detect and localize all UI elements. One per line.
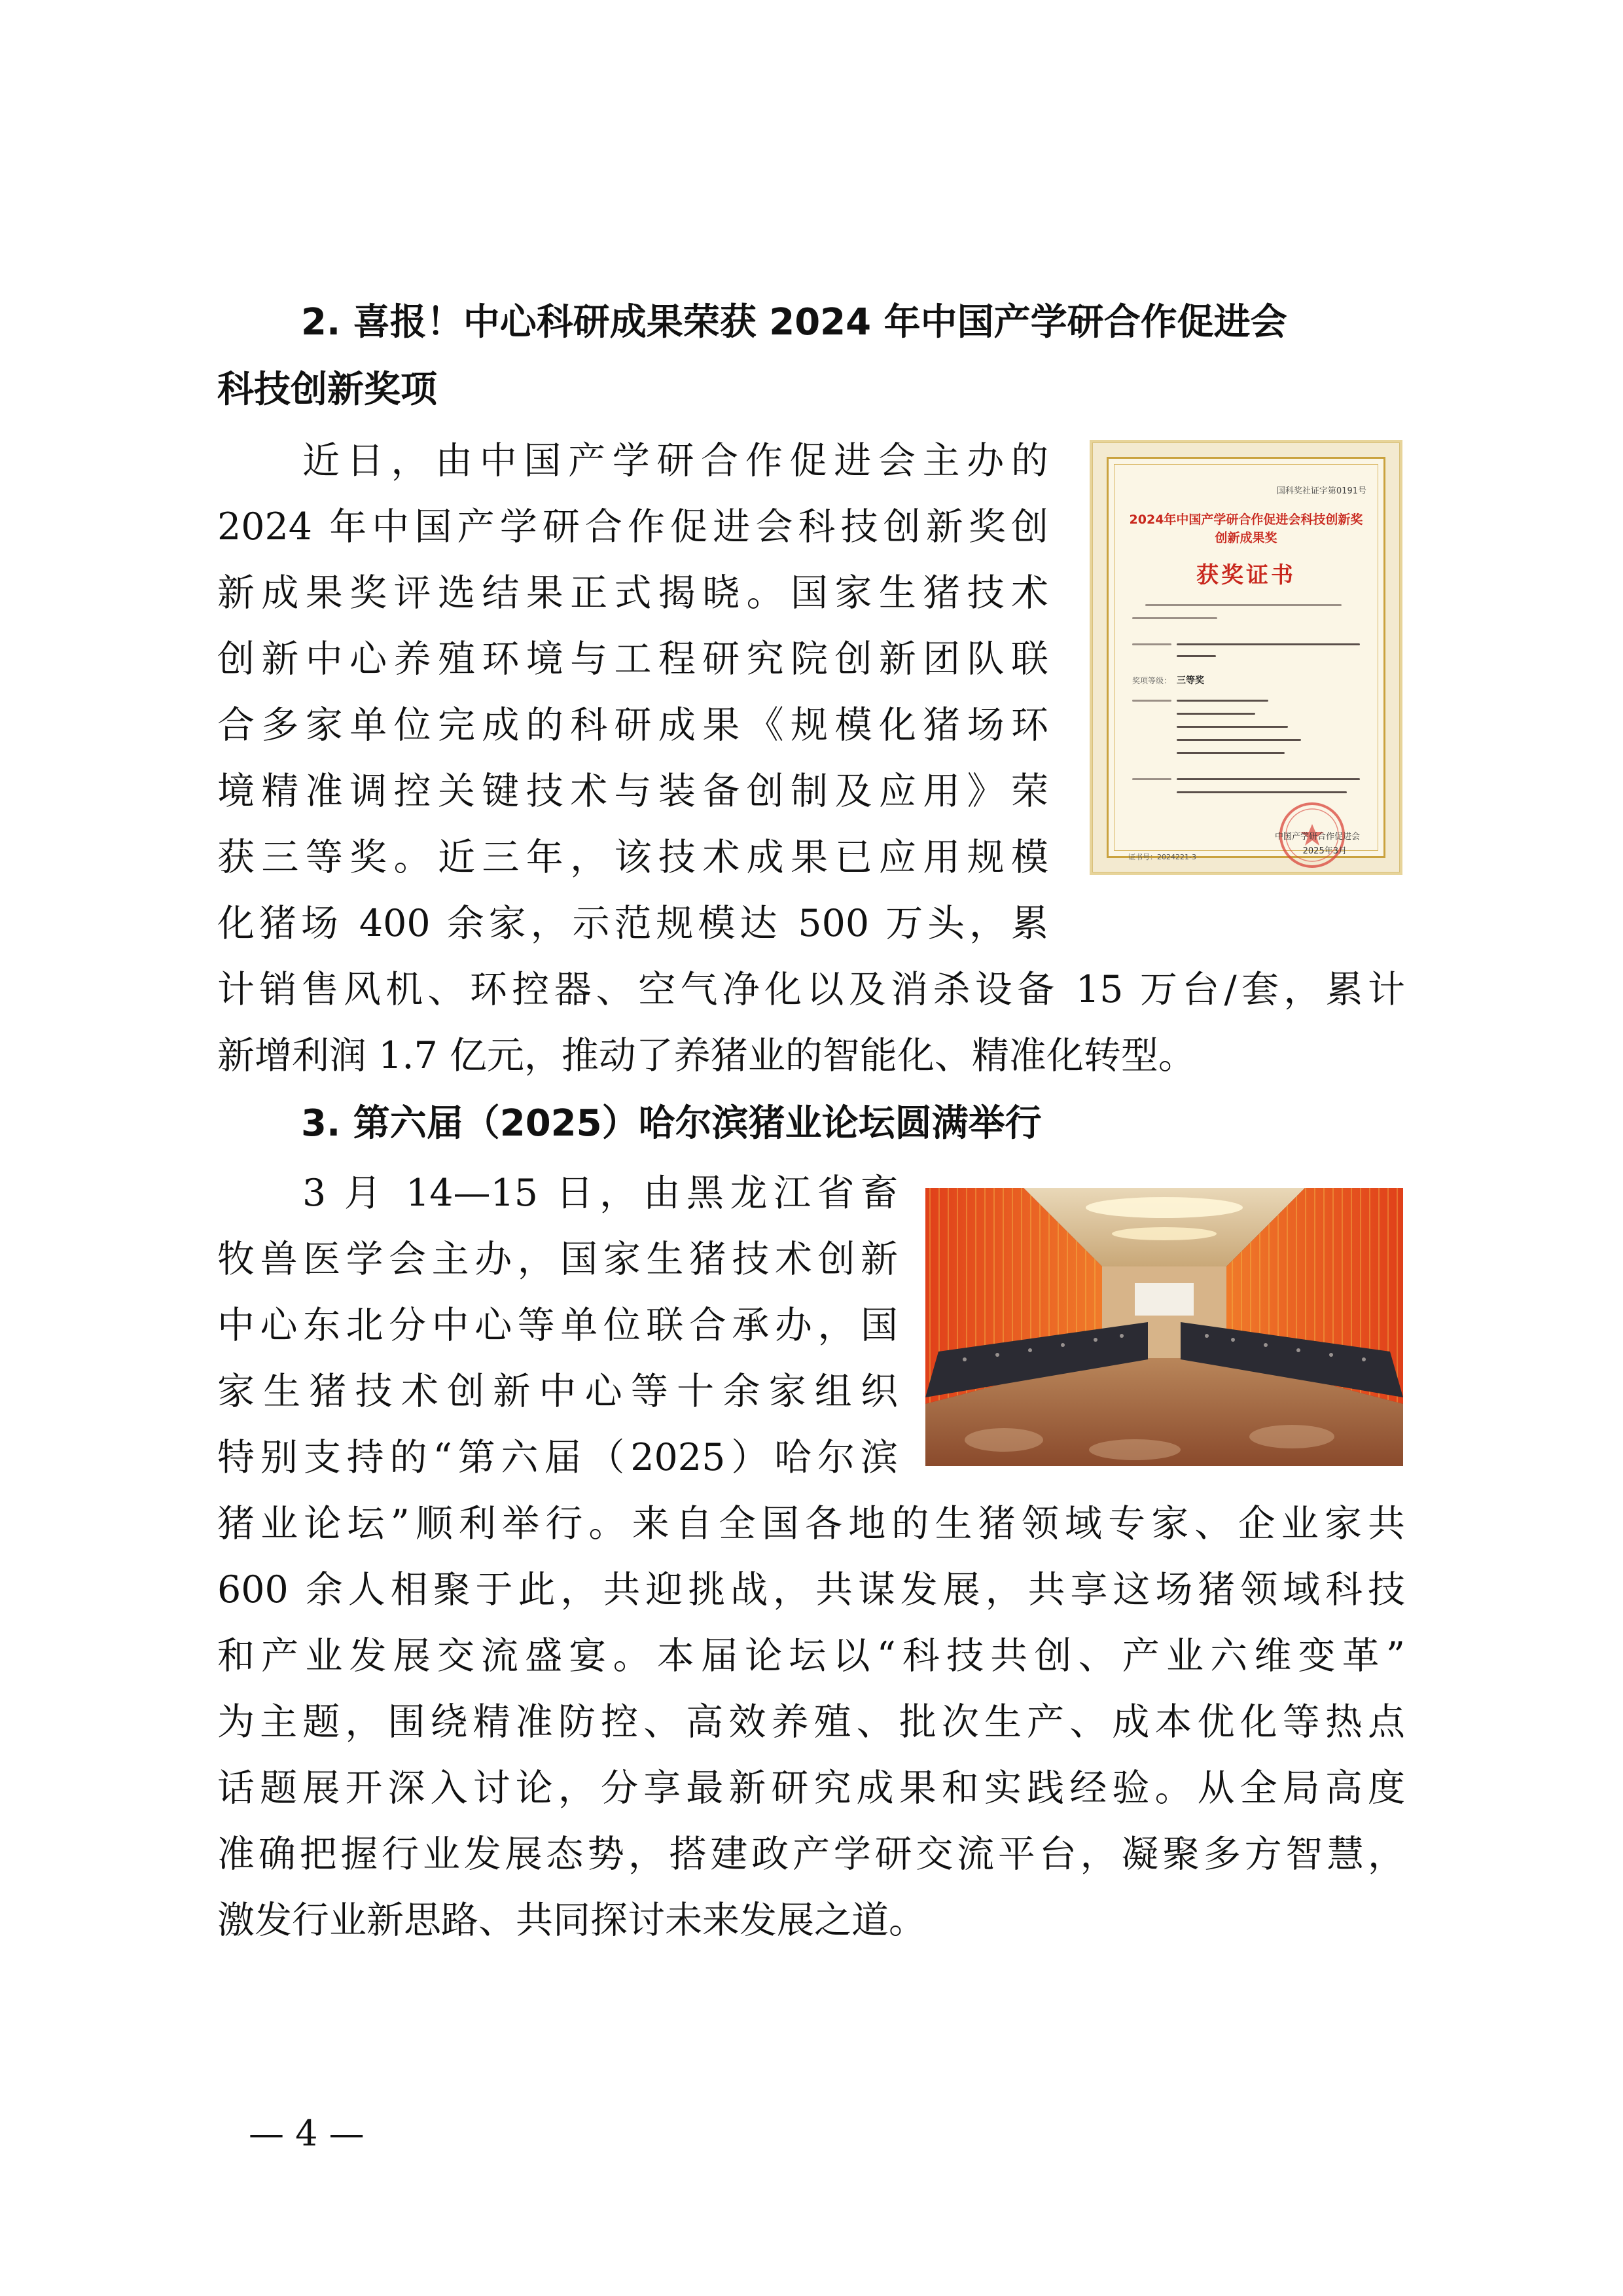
certificate-number: 证书号：2024221-3 xyxy=(1128,853,1196,861)
certificate-award-level-label: 奖项等级： xyxy=(1132,676,1172,685)
certificate-award-level: 三等奖 xyxy=(1177,675,1204,686)
text-line: 2024 年中国产学研合作促进会科技创新奖创 xyxy=(217,505,1048,548)
conference-hall-image xyxy=(925,1188,1403,1466)
section-2-heading-line-1: 2. 喜报！中心科研成果荣获 2024 年中国产学研合作促进会 xyxy=(301,301,1287,344)
text-line: 猪业论坛”顺利举行。来自全国各地的生猪领域专家、企业家共 xyxy=(217,1502,1405,1545)
certificate-border xyxy=(1107,457,1385,861)
text-line: 境精准调控关键技术与装备创制及应用》荣 xyxy=(217,770,1048,813)
text-line: 和产业发展交流盛宴。本届论坛以“科技共创、产业六维变革” xyxy=(217,1634,1405,1677)
certificate-issuer: 中国产学研合作促进会 xyxy=(1274,832,1360,842)
certificate-date: 2025年3月 xyxy=(1302,846,1347,856)
text-line: 近日，由中国产学研合作促进会主办的 xyxy=(302,439,1048,482)
text-line: 话题展开深入讨论，分享最新研究成果和实践经验。从全局高度 xyxy=(217,1767,1405,1810)
award-certificate-image xyxy=(1090,440,1402,875)
certificate-title-line-1: 2024年中国产学研合作促进会科技创新奖 xyxy=(1129,512,1363,527)
text-line: 600 余人相聚于此，共迎挑战，共谋发展，共享这场猪领域科技 xyxy=(217,1568,1405,1611)
text-line: 激发行业新思路、共同探讨未来发展之道。 xyxy=(217,1899,926,1942)
text-line: 牧兽医学会主办，国家生猪技术创新 xyxy=(217,1238,898,1281)
text-line: 特别支持的“第六届（2025）哈尔滨 xyxy=(217,1436,898,1479)
certificate-text-line xyxy=(1132,778,1171,780)
text-line: 家生猪技术创新中心等十余家组织 xyxy=(217,1370,898,1413)
text-line: 创新中心养殖环境与工程研究院创新团队联 xyxy=(217,637,1048,681)
text-line: 新增利润 1.7 亿元，推动了养猪业的智能化、精准化转型。 xyxy=(217,1034,1196,1077)
text-line: 化猪场 400 余家，示范规模达 500 万头，累 xyxy=(217,902,1048,945)
certificate-text-line xyxy=(1177,700,1268,702)
text-line: 新成果奖评选结果正式揭晓。国家生猪技术 xyxy=(217,571,1048,615)
certificate-text-line xyxy=(1177,791,1347,793)
section-2-heading-line-2: 科技创新奖项 xyxy=(217,368,437,411)
section-3-paragraph-wrapped xyxy=(217,1160,898,1491)
text-line: 中心东北分中心等单位联合承办，国 xyxy=(217,1304,898,1347)
page-number: — 4 — xyxy=(249,2113,365,2154)
certificate-text-line xyxy=(1177,739,1301,741)
certificate-text-line xyxy=(1132,617,1217,619)
certificate-heading: 获奖证书 xyxy=(1196,562,1296,588)
certificate-text-line xyxy=(1177,752,1285,754)
certificate-text-line xyxy=(1177,726,1288,728)
certificate-text-line xyxy=(1177,778,1360,780)
text-line: 准确把握行业发展态势，搭建政产学研交流平台，凝聚多方智慧， xyxy=(217,1833,1405,1876)
certificate-text-line xyxy=(1145,604,1342,606)
certificate-serial: 国科奖社证字第0191号 xyxy=(1276,486,1366,496)
text-line: 合多家单位完成的科研成果《规模化猪场环 xyxy=(217,704,1048,747)
certificate-text-line xyxy=(1132,643,1171,645)
certificate-text-line xyxy=(1177,713,1255,715)
section-3-heading: 3. 第六届（2025）哈尔滨猪业论坛圆满举行 xyxy=(301,1102,1042,1145)
text-line: 计销售风机、环控器、空气净化以及消杀设备 15 万台/套，累计 xyxy=(217,968,1405,1011)
certificate-text-line xyxy=(1177,643,1360,645)
forum-conference-photo xyxy=(925,1188,1403,1466)
certificate-title-line-2: 创新成果奖 xyxy=(1215,531,1277,545)
text-line: 3 月 14—15 日，由黑龙江省畜 xyxy=(302,1172,898,1215)
text-line: 为主题，围绕精准防控、高效养殖、批次生产、成本优化等热点 xyxy=(217,1700,1405,1744)
section-2-paragraph-wrapped xyxy=(217,428,1048,957)
certificate-text-line xyxy=(1132,700,1171,702)
text-line: 获三等奖。近三年，该技术成果已应用规模 xyxy=(217,836,1048,879)
certificate-text-line xyxy=(1177,655,1216,657)
section-2-paragraph-full xyxy=(217,957,1405,1089)
section-3-paragraph-full xyxy=(217,1491,1405,1954)
